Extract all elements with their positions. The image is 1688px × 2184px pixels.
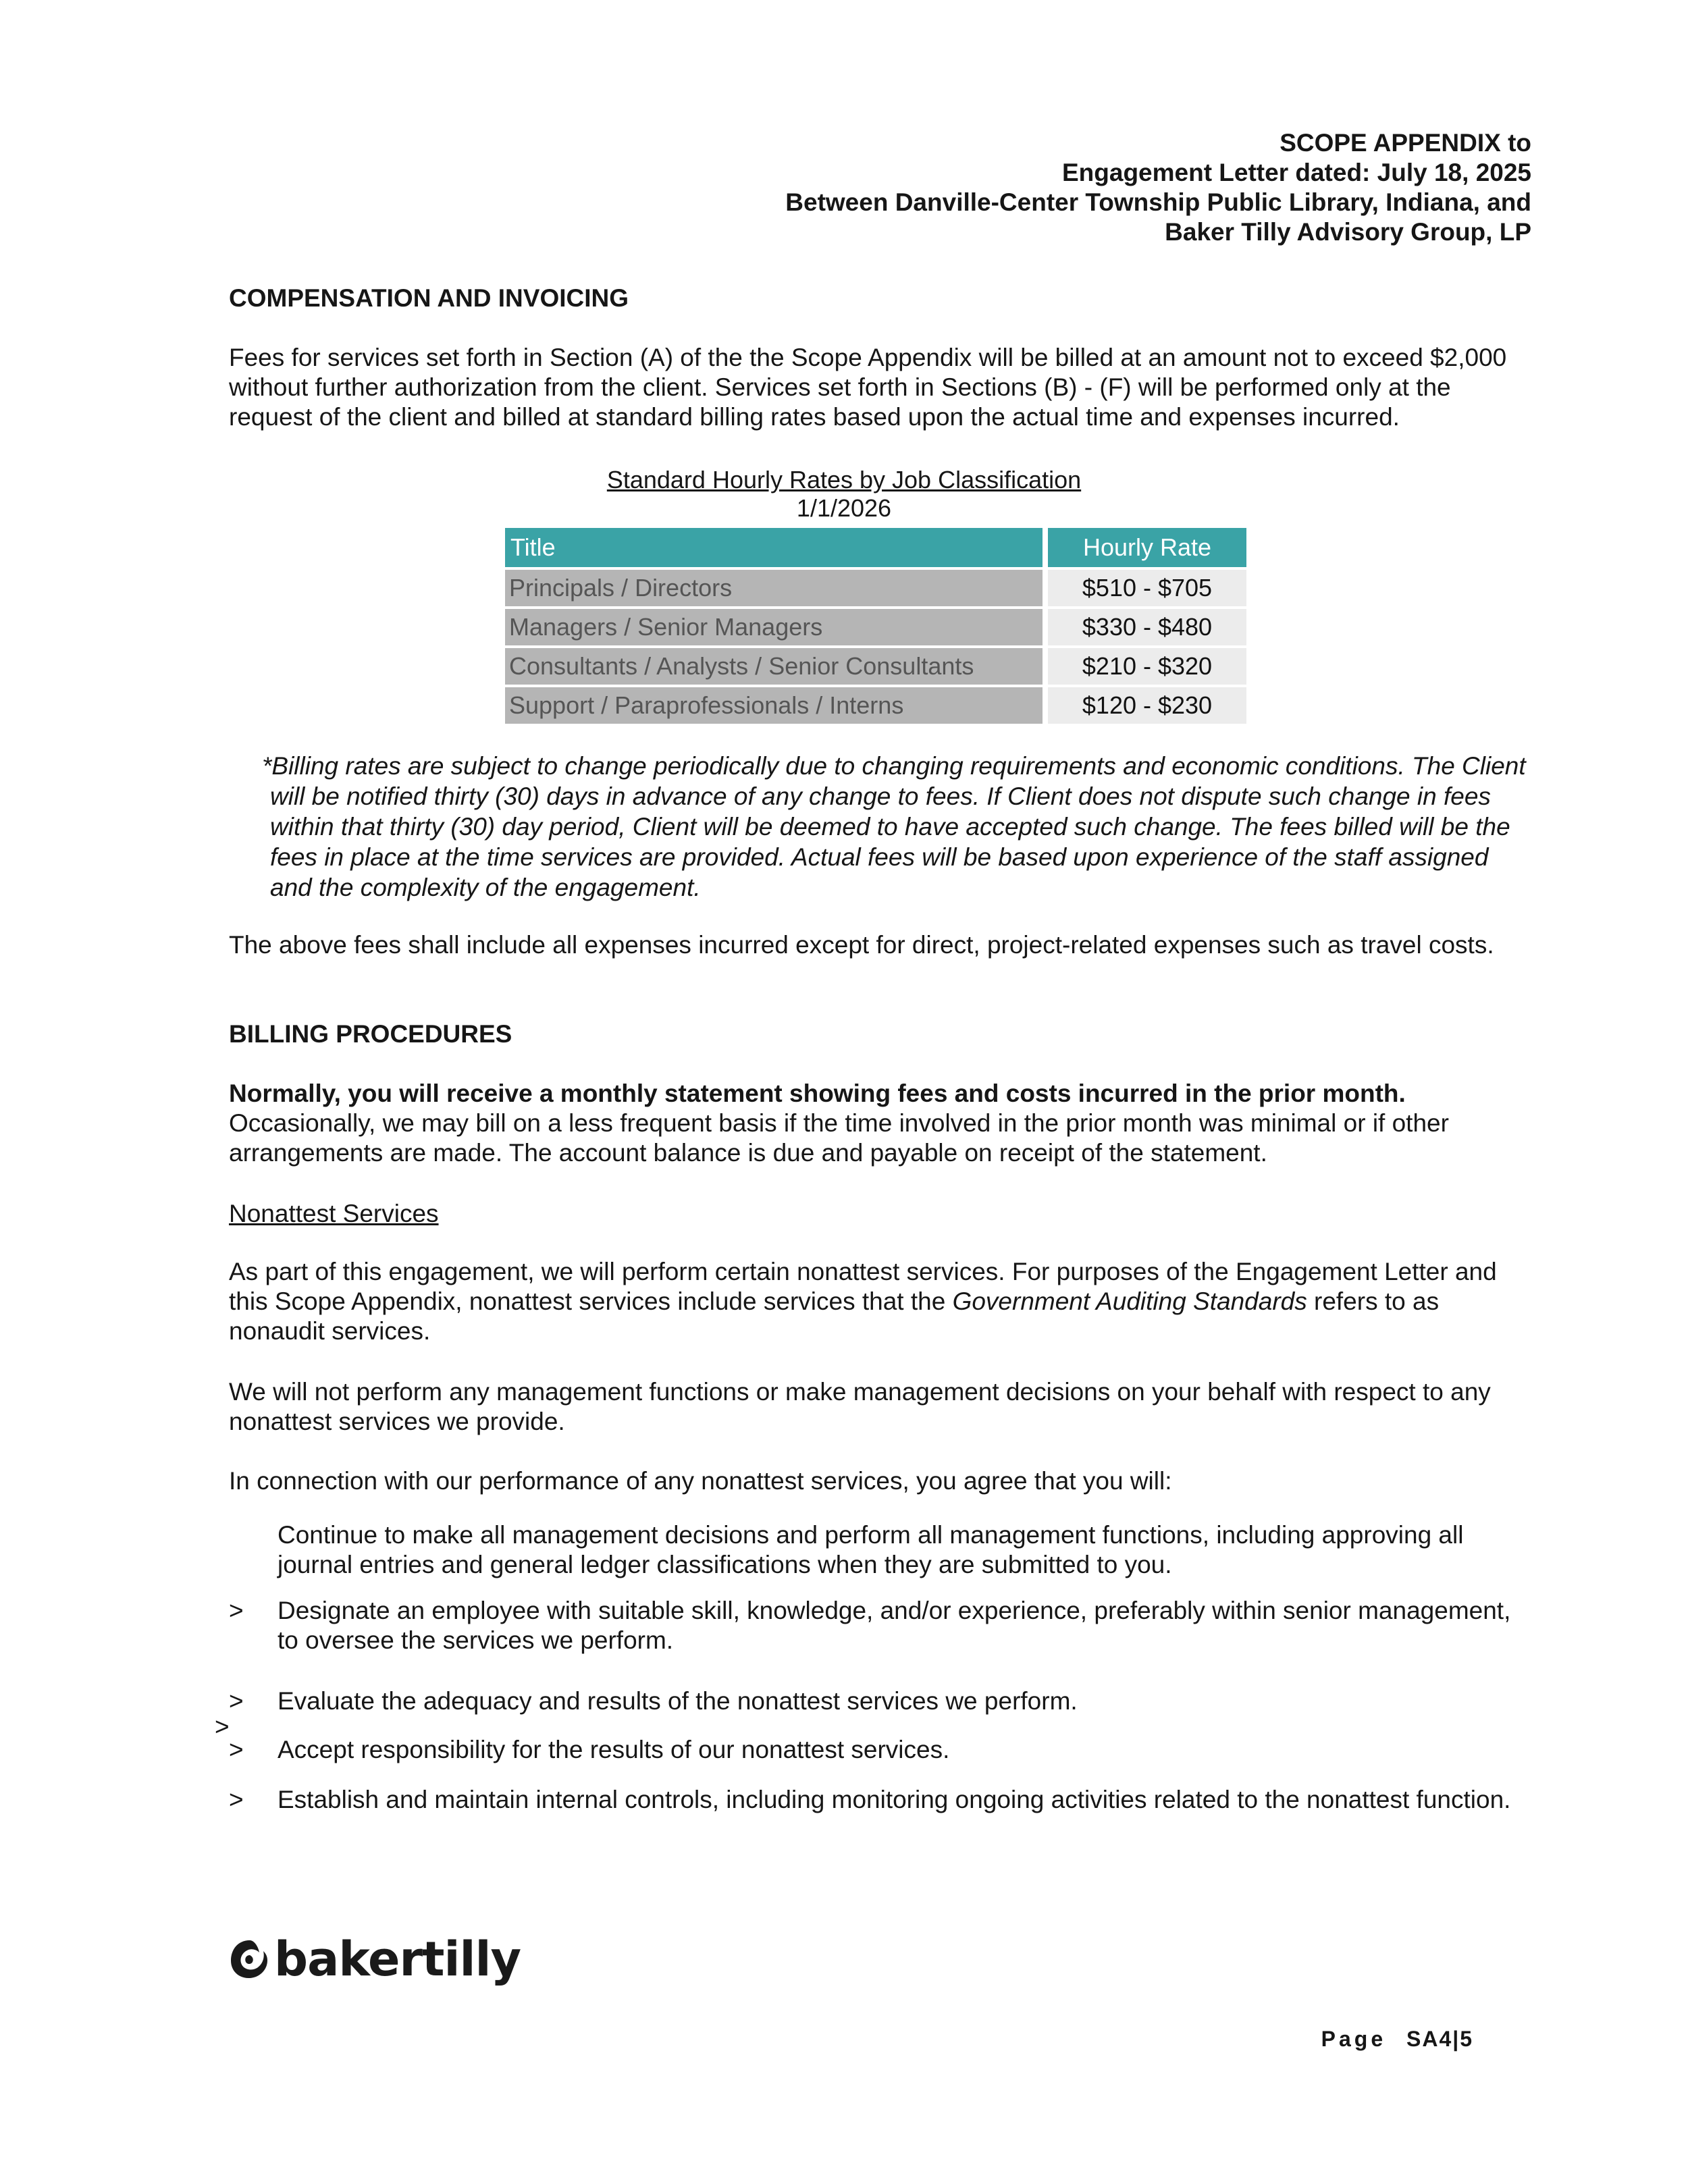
header-line-3: Between Danville-Center Township Public Library, Indiana, and <box>785 188 1531 216</box>
header-line-1: SCOPE APPENDIX to <box>1280 129 1531 157</box>
row-rate: $210 - $320 <box>1045 647 1246 686</box>
bullet-text: Establish and maintain internal controls, including monitoring ongoing activities related to the nonattest function. <box>278 1786 1511 1813</box>
nonattest-paragraph-3: In connection with our performance of any nonattest services, you agree that you will: <box>229 1467 1172 1495</box>
billing-paragraph <box>229 1079 1532 1168</box>
nonattest-p1-before: As part of this engagement, we will perform certain nonattest services. For purposes of the Engagement Letter and this Scope Appendix, nonattest services include services that the <box>229 1258 1497 1315</box>
bullet-marker: > <box>229 1786 244 1813</box>
table-row <box>505 608 1246 647</box>
rates-table-title: Standard Hourly Rates by Job Classification <box>606 466 1082 494</box>
list-item <box>229 1686 1532 1716</box>
bullet-marker: > <box>229 1597 244 1624</box>
row-rate: $330 - $480 <box>1045 608 1246 647</box>
nonattest-heading: Nonattest Services <box>229 1200 439 1227</box>
nonattest-paragraph-1 <box>229 1257 1532 1346</box>
compensation-paragraph: Fees for services set forth in Section (A) of the the Scope Appendix will be billed at an amount not to exceed $2,000 without further authorization from the client. Services set forth in Sections (B) - (F) will be performed only at the request of the client and billed at standard billing rates based upon the actual time and expenses incurred. <box>229 344 1507 431</box>
list-item <box>229 1735 1532 1765</box>
row-title: Managers / Senior Managers <box>505 608 1045 647</box>
header-line-4: Baker Tilly Advisory Group, LP <box>1165 218 1531 246</box>
row-rate: $510 - $705 <box>1045 568 1246 608</box>
page-number <box>1321 2027 1473 2052</box>
bullet-text: Continue to make all management decisions and perform all management functions, including approving all journal entries and general ledger classifications when they are submitted to you. <box>278 1521 1464 1578</box>
compensation-heading: COMPENSATION AND INVOICING <box>229 284 629 312</box>
page-label: Page <box>1321 2027 1387 2051</box>
list-item <box>229 1785 1532 1815</box>
row-title: Consultants / Analysts / Senior Consultants <box>505 647 1045 686</box>
table-row <box>505 568 1246 608</box>
expenses-paragraph: The above fees shall include all expenses incurred except for direct, project-related expenses such as travel costs. <box>229 931 1494 959</box>
list-item <box>229 1596 1532 1655</box>
list-item <box>229 1520 1532 1580</box>
bullet-text: Designate an employee with suitable skill, knowledge, and/or experience, preferably within senior management, to oversee the services we perform. <box>278 1597 1511 1654</box>
bullet-marker: > <box>229 1736 244 1763</box>
billing-bold-sentence: Normally, you will receive a monthly statement showing fees and costs incurred in the prior month. <box>229 1080 1406 1107</box>
table-row <box>505 647 1246 686</box>
header-line-2: Engagement Letter dated: July 18, 2025 <box>1061 159 1531 186</box>
nonattest-p1-after: refers to as nonaudit services. <box>229 1287 1440 1345</box>
billing-rest: Occasionally, we may bill on a less frequent basis if the time involved in the prior month was minimal or if other arrangements are made. The account balance is due and payable on receipt of the statement. <box>229 1109 1449 1167</box>
row-rate: $120 - $230 <box>1045 686 1246 724</box>
rates-table-date: 1/1/2026 <box>796 494 892 522</box>
bullet-marker: > <box>229 1687 244 1715</box>
row-title: Principals / Directors <box>505 568 1045 608</box>
billing-procedures-heading: BILLING PROCEDURES <box>229 1020 512 1048</box>
rates-table-caption <box>0 466 1688 523</box>
bakertilly-logo <box>230 1925 521 1993</box>
row-title: Support / Paraprofessionals / Interns <box>505 686 1045 724</box>
nonattest-p1-italic: Government Auditing Standards <box>952 1287 1307 1315</box>
nonattest-paragraph-2: We will not perform any management functions or make management decisions on your behalf with respect to any nonattest services we provide. <box>229 1378 1491 1435</box>
document-header <box>785 128 1531 247</box>
hourly-rates-table <box>505 528 1246 724</box>
bullet-text: Accept responsibility for the results of our nonattest services. <box>278 1736 950 1763</box>
column-header-rate: Hourly Rate <box>1045 528 1246 568</box>
table-row <box>505 686 1246 724</box>
bullet-marker: > <box>215 1713 230 1740</box>
page-number-value: SA4|5 <box>1406 2027 1473 2051</box>
logo-wordmark: bakertilly <box>274 1932 521 1987</box>
column-header-title: Title <box>505 528 1045 568</box>
bullet-text: Evaluate the adequacy and results of the nonattest services we perform. <box>278 1687 1078 1715</box>
bakertilly-swirl-icon <box>230 1938 270 1981</box>
table-header-row <box>505 528 1246 568</box>
billing-rates-note: *Billing rates are subject to change periodically due to changing requirements and economic conditions. The Client will be notified thirty (30) days in advance of any change to fees. If Client does not dispute such change in fees within that thirty (30) day period, Client will be deemed to have accepted such change. The fees billed will be the fees in place at the time services are provided. Actual fees will be based upon experience of the staff assigned and the complexity of the engagement. <box>262 752 1526 901</box>
